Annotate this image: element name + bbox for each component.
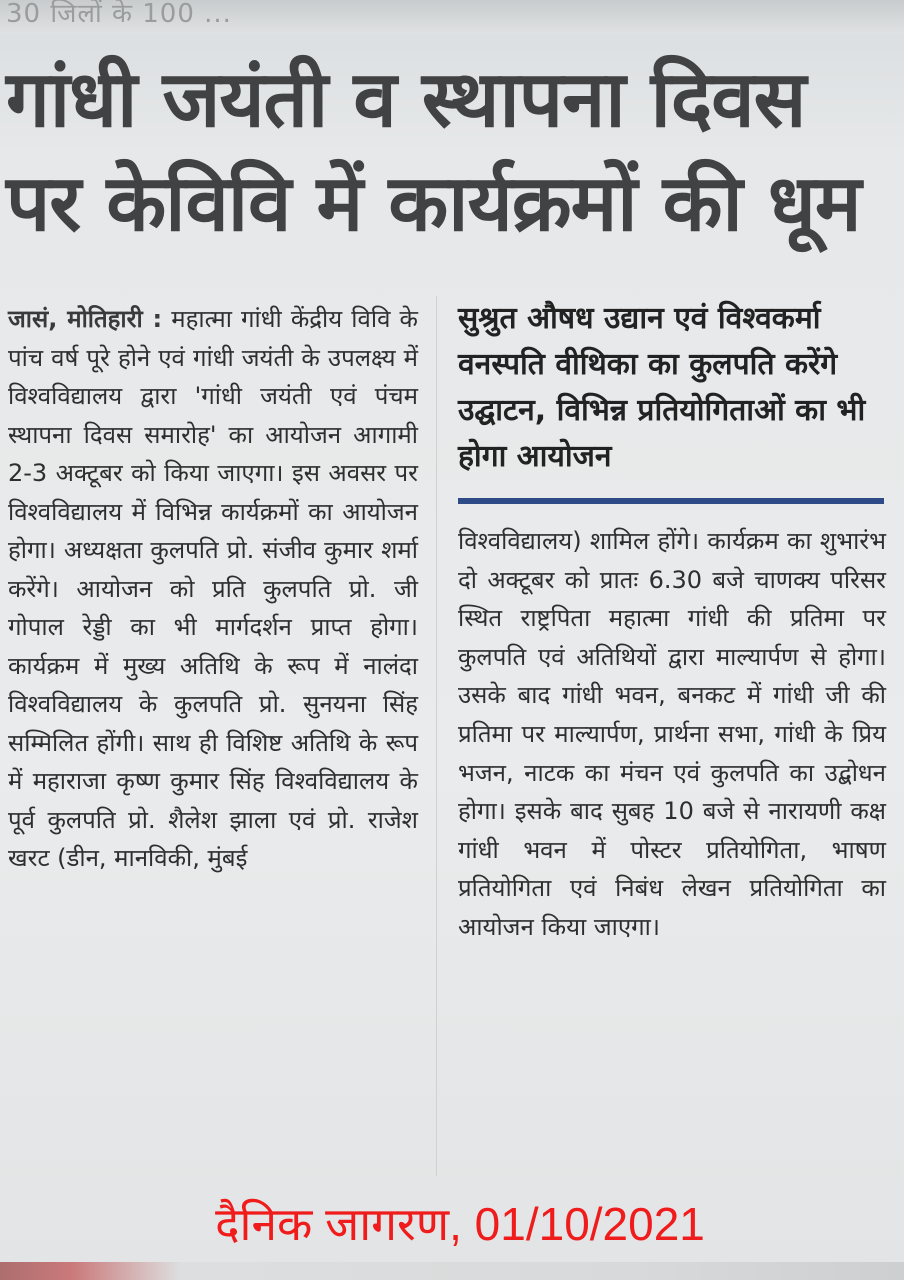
top-strip-text: 30 जिलों के 100 ... bbox=[6, 0, 232, 29]
dateline: जासं, मोतिहारी : bbox=[8, 305, 163, 333]
source-caption: दैनिक जागरण, 01/10/2021 bbox=[215, 1198, 705, 1250]
column-divider bbox=[436, 296, 437, 1176]
article-right-column bbox=[458, 296, 886, 947]
top-strip bbox=[0, 0, 904, 34]
headline bbox=[6, 48, 896, 256]
left-column-text: महात्मा गांधी केंद्रीय विवि के पांच वर्ष पूरे होने एवं गांधी जयंती के उपलक्ष्य में विश्वविद्यालय द्वारा 'गांधी जयंती एवं पंचम स्थापना दिवस समारोह' का आयोजन आगामी 2-3 अक्टूबर को किया जाएगा। इस अवसर पर विश्वविद्यालय में विभिन्न कार्यक्रमों का आयोजन होगा। अध्यक्षता कुलपति प्रो. संजीव कुमार शर्मा करेंगे। आयोजन को प्रति कुलपति प्रो. जी गोपाल रेड्डी का भी मार्गदर्शन प्राप्त होगा। कार्यक्रम में मुख्य अतिथि के रूप में नालंदा विश्वविद्यालय के कुलपति प्रो. सुनयना सिंह सम्मिलित होंगी। साथ ही विशिष्ट अतिथि के रूप में महाराजा कृष्ण कुमार सिंह विश्वविद्यालय के पूर्व कुलपति प्रो. शैलेश झाला एवं प्रो. राजेश खरट (डीन, मानविकी, मुंबई bbox=[8, 305, 418, 872]
right-column-text: विश्वविद्यालय) शामिल होंगे। कार्यक्रम का शुभारंभ दो अक्टूबर को प्रातः 6.30 बजे चाणक्य परिसर स्थित राष्ट्रपिता महात्मा गांधी की प्रतिमा पर कुलपति एवं अतिथियों द्वारा माल्यार्पण से होगा। उसके बाद गांधी भवन, बनकट में गांधी जी की प्रतिमा पर माल्यार्पण, प्रार्थना सभा, गांधी के प्रिय भजन, नाटक का मंचन एवं कुलपति का उद्बोधन होगा। इसके बाद सुबह 10 बजे से नारायणी कक्ष गांधी भवन में पोस्टर प्रतियोगिता, भाषण प्रतियोगिता एवं निबंध लेखन प्रतियोगिता का आयोजन किया जाएगा। bbox=[458, 527, 886, 941]
headline-line-2: पर केविवि में कार्यक्रमों की धूम bbox=[6, 159, 861, 249]
bottom-edge bbox=[0, 1262, 904, 1280]
article-left-column bbox=[8, 300, 418, 878]
subhead-rule bbox=[458, 498, 884, 504]
headline-line-1: गांधी जयंती व स्थापना दिवस bbox=[6, 55, 806, 145]
subheadline: सुश्रुत औषध उद्यान एवं विश्वकर्मा वनस्पति वीथिका का कुलपति करेंगे उद्घाटन, विभिन्न प्रतियोगिताओं का भी होगा आयोजन bbox=[458, 301, 866, 474]
